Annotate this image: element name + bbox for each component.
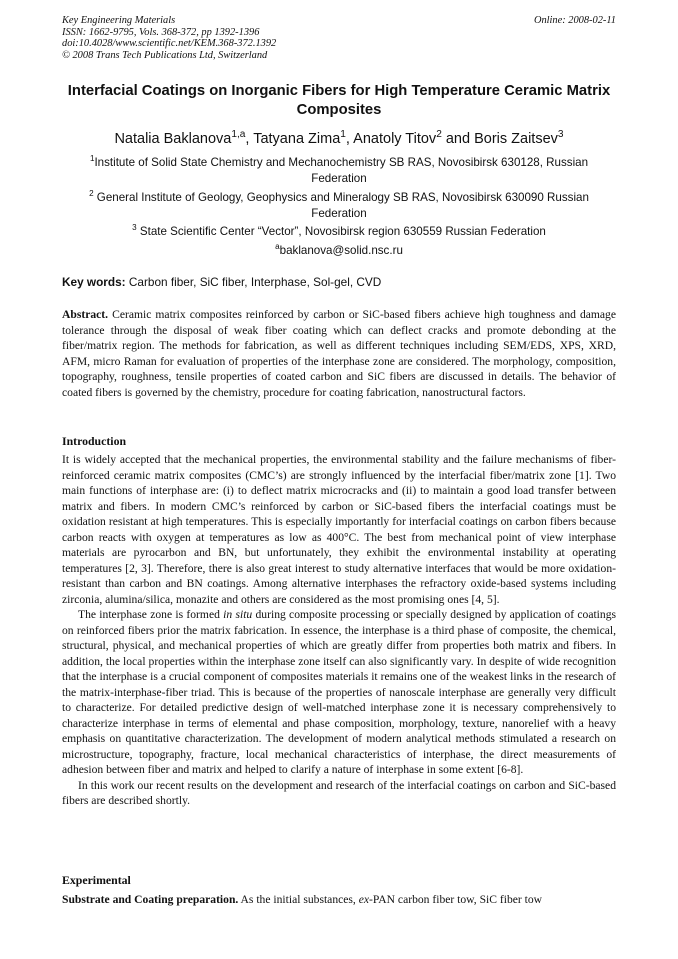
intro-paragraph-2 xyxy=(62,607,616,778)
journal-name: Key Engineering Materials xyxy=(62,15,176,26)
author-name: Natalia Baklanova xyxy=(114,131,232,147)
author-superscript: 3 xyxy=(557,129,564,141)
issn-line: ISSN: 1662-9795, Vols. 368-372, pp 1392-1396 xyxy=(62,26,260,38)
email-superscript: a xyxy=(275,242,280,252)
doi-line: doi:10.4028/www.scientific.net/KEM.368-372.1392 xyxy=(62,38,277,50)
intro-paragraph-3: In this work our recent results on the development and research of the interfacial coatings on carbon and SiC-based fibers are described shortly. xyxy=(62,778,616,807)
experimental-text-start: As the initial substances, xyxy=(238,893,359,906)
affiliation-text: Institute of Solid State Chemistry and Mechanochemistry SB RAS, Novosibirsk 630128, Russian Federation xyxy=(94,156,589,185)
experimental-text-rest: -PAN carbon fiber tow, SiC fiber tow xyxy=(369,893,543,906)
affiliation-2 xyxy=(62,190,616,222)
keywords-text: Carbon fiber, SiC fiber, Interphase, Sol-gel, CVD xyxy=(125,275,382,289)
affiliation-superscript: 3 xyxy=(132,223,137,233)
abstract-label: Abstract. xyxy=(62,308,109,321)
affiliation-superscript: 1 xyxy=(89,154,95,164)
experimental-emphasis: ex xyxy=(358,893,370,906)
corresponding-email xyxy=(62,243,616,259)
experimental-subheading: Substrate and Coating preparation. xyxy=(62,893,239,906)
author-superscript: 1 xyxy=(340,129,346,141)
abstract xyxy=(62,307,616,400)
author-list xyxy=(62,130,616,148)
affiliation-text: State Scientific Center “Vector”, Novosibirsk region 630559 Russian Federation xyxy=(136,225,546,238)
affiliation-1 xyxy=(62,155,616,187)
intro-paragraph-1: It is widely accepted that the mechanical properties, the environmental stability and the failure mechanisms of fiber-reinforced ceramic matrix composites (CMC’s) are strongly influenced by the interfacial fiber/matrix zone [1]. Two main functions of interphase are: (i) to deflect matrix microcracks and (ii) to maintain a good load transfer between matrix and fibers. In modern CMC’s reinforced by carbon or SiC-based fibers the interfacial coatings must be oxidation resistant at high temperatures. This is especially importantly for interfacial coatings on carbon fibers because carbon reacts with oxygen at temperatures as low as 400°C. The best from mechanical point of view interphase materials are pyrocarbon and BN, but unfortunately, they exhibit the environmental instability at operating temperatures [2, 3]. Therefore, there is also great interest to study alternative interfaces that would be more oxidation-resistant than carbon and BN coatings. Among alternative interphases the refractory oxide-based systems including zirconia, alumina/silica, monazite and others are considered as the most promising ones [4, 5]. xyxy=(62,453,616,606)
intro-p2-start: The interphase zone is formed xyxy=(78,608,224,621)
online-date: Online: 2008-02-11 xyxy=(533,15,616,26)
intro-p2-emphasis: in situ xyxy=(223,608,253,621)
author-separator: , xyxy=(345,131,354,147)
introduction-body xyxy=(62,452,616,809)
author-superscript: 1,a xyxy=(231,129,246,141)
affiliation-superscript: 2 xyxy=(89,189,94,199)
experimental-heading: Experimental xyxy=(62,873,131,887)
author-superscript: 2 xyxy=(436,129,442,141)
email-text: baklanova@solid.nsc.ru xyxy=(279,244,403,257)
keywords xyxy=(62,275,616,290)
journal-header xyxy=(62,15,616,61)
author-separator: , xyxy=(245,131,254,147)
paper-title: Interfacial Coatings on Inorganic Fibers for High Temperature Ceramic Matrix Composites xyxy=(67,83,611,118)
author-name: Boris Zaitsev xyxy=(474,131,558,147)
author-separator: and xyxy=(441,131,475,147)
affiliation-3 xyxy=(62,224,616,240)
author-name: Tatyana Zima xyxy=(253,131,341,147)
introduction-heading: Introduction xyxy=(62,434,127,448)
copyright-line: © 2008 Trans Tech Publications Ltd, Switzerland xyxy=(62,49,268,61)
author-name: Anatoly Titov xyxy=(353,131,437,147)
experimental-body xyxy=(62,892,616,908)
keywords-label: Key words: xyxy=(62,275,126,289)
abstract-text: Ceramic matrix composites reinforced by carbon or SiC-based fibers achieve high toughness and damage tolerance through the disposal of weak fiber coating which can deflect cracks and promote debonding at the fiber/matrix region. The methods for fabrication, as well as different techniques including SEM/EDS, XPS, XRD, AFM, micro Raman for evaluation of properties of the interphase zone are considered. The morphology, composition, topography, roughness, tensile properties of coated carbon and SiC fibers are discussed in details. The behavior of coated fibers is governed by the chemistry, procedure for coating fabrication, nanostructural factors. xyxy=(62,308,616,399)
affiliation-text: General Institute of Geology, Geophysics and Mineralogy SB RAS, Novosibirsk 630090 Russian Federation xyxy=(93,191,589,220)
intro-p2-rest: during composite processing or specially designed by application of coatings on reinforced fibers prior the matrix fabrication. In essence, the interphase is a third phase of composite, the chemical, structural, physical, and mechanical properties of which are greatly differ from properties both matrix and fibers. In addition, the local properties within the interphase zone itself can also significantly vary. In despite of wide recognition that the interphase is a crucial component of composites materials it remains one of the weakest links in the research of the matrix-interphase-fiber triad. This is because of the properties of nanoscale interphase are generally very difficult to characterize. For detailed predictive design of well-matched interphase zone it is necessary comprehensively to characterize interphase in terms of elemental and phase composition, morphology, texture, nanorelief with a heavy emphasis on quantitative characterization. The development of modern analytical methods stimulated a research on microstructure, topography, fracture, local mechanical characteristics of interphase, the direct measurements of adhesion between fiber and matrix and helped to clarify a nature of interphase in some extent [6-8]. xyxy=(62,608,617,776)
